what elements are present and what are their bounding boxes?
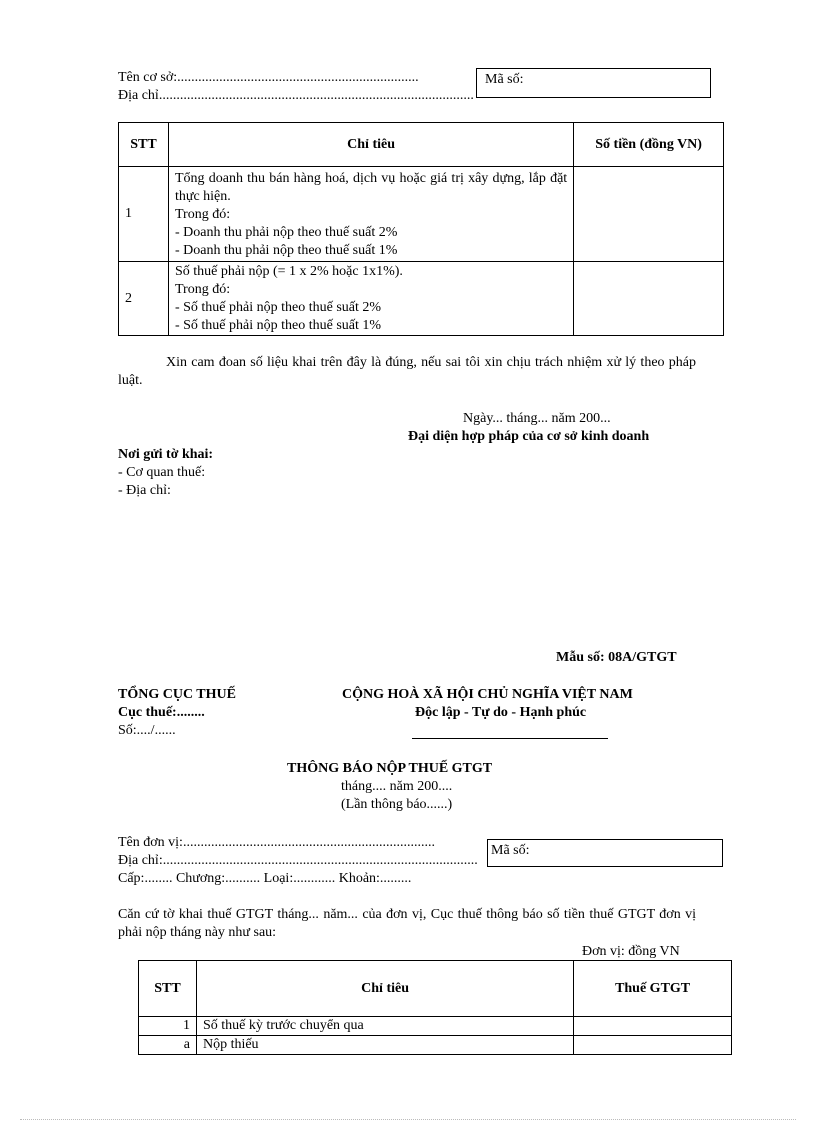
table-header-row [139, 961, 732, 1017]
row-item: Số thuế kỳ trước chuyển qua [196, 1017, 573, 1036]
notice-period: tháng.... năm 200.... [341, 779, 453, 794]
row-value[interactable] [574, 1017, 732, 1036]
row-value[interactable] [574, 1036, 732, 1055]
row-line: Số thuế phải nộp (= 1 x 2% hoặc 1x1%). [174, 264, 403, 279]
table-row [119, 262, 724, 336]
notice-title: THÔNG BÁO NỘP THUẾ GTGT [287, 761, 493, 776]
tax-notice-table [138, 960, 732, 1055]
row-amount[interactable] [574, 167, 724, 262]
row-line: - Số thuế phải nộp theo thuế suất 2% [174, 300, 382, 315]
column-header-so-tien: Số tiền (đồng VN) [574, 123, 724, 167]
ma-so-box [476, 68, 711, 98]
declaration-text: Xin cam đoan số liệu khai trên đây là đúng, nếu sai tôi xin chịu trách nhiệm xử lý theo pháp luật. [118, 355, 696, 388]
table-header-row [119, 123, 724, 167]
column-header-chi-tieu: Chỉ tiêu [196, 961, 573, 1017]
document-number: Số:..../...... [118, 723, 176, 738]
form-number: Mẫu số: 08A/GTGT [556, 650, 677, 665]
table-row [139, 1017, 732, 1036]
ma-so-label: Mã số: [485, 72, 524, 87]
row-line: Tổng doanh thu bán hàng hoá, dịch vụ hoặc giá trị xây dựng, lắp đặt thực hiện. [174, 171, 568, 204]
column-header-chi-tieu: Chỉ tiêu [168, 123, 573, 167]
row-stt: 2 [119, 262, 169, 336]
column-header-stt: STT [139, 961, 197, 1017]
ma-so-box [487, 839, 723, 867]
row-line: - Doanh thu phải nộp theo thuế suất 1% [174, 243, 398, 258]
column-header-stt: STT [119, 123, 169, 167]
unit-name-line: Tên đơn vị:........................................................................ [118, 835, 435, 850]
unit-address-line: Địa chỉ:.......................................................................................... [118, 853, 478, 868]
motto-underline [412, 738, 608, 739]
row-chi-tieu [168, 167, 573, 262]
row-line: - Số thuế phải nộp theo thuế suất 1% [174, 318, 382, 333]
send-to-heading: Nơi gửi tờ khai: [118, 447, 214, 462]
country-name: CỘNG HOÀ XÃ HỘI CHỦ NGHĨA VIỆT NAM [342, 687, 633, 702]
send-to-item: - Cơ quan thuế: [118, 465, 206, 480]
agency-name: TỔNG CỤC THUẾ [118, 687, 236, 702]
row-item: Nộp thiếu [196, 1036, 573, 1055]
page-bottom-border [20, 1119, 796, 1120]
row-stt: 1 [139, 1017, 197, 1036]
declaration-table [118, 122, 724, 336]
row-stt: a [139, 1036, 197, 1055]
row-line: - Doanh thu phải nộp theo thuế suất 2% [174, 225, 398, 240]
budget-classification: Cấp:........ Chương:.......... Loại:............ Khoản:......... [118, 871, 412, 886]
signature-title: Đại diện hợp pháp của cơ sở kinh doanh [408, 429, 650, 444]
department-name: Cục thuế:........ [118, 705, 205, 720]
national-motto: Độc lập - Tự do - Hạnh phúc [415, 705, 587, 720]
table-row [119, 167, 724, 262]
send-to-item: - Địa chỉ: [118, 483, 171, 498]
row-line: Trong đó: [174, 207, 231, 222]
table-row [139, 1036, 732, 1055]
signature-date: Ngày... tháng... năm 200... [463, 411, 611, 426]
row-chi-tieu [168, 262, 573, 336]
row-line: Trong đó: [174, 282, 231, 297]
currency-unit: Đơn vị: đồng VN [582, 944, 680, 959]
co-so-name-line: Tên cơ sở:..................................................................... [118, 70, 419, 85]
row-amount[interactable] [574, 262, 724, 336]
notice-count: (Lần thông báo......) [341, 797, 453, 812]
basis-text: Căn cứ tờ khai thuế GTGT tháng... năm... của đơn vị, Cục thuế thông báo số tiền thuế GTGT đơn vị phải nộp tháng này như sau: [118, 907, 696, 940]
co-so-address-line: Địa chỉ.......................................................................................... [118, 88, 474, 103]
column-header-thue-gtgt: Thuế GTGT [574, 961, 732, 1017]
row-stt: 1 [119, 167, 169, 262]
ma-so-label: Mã số: [491, 843, 530, 858]
